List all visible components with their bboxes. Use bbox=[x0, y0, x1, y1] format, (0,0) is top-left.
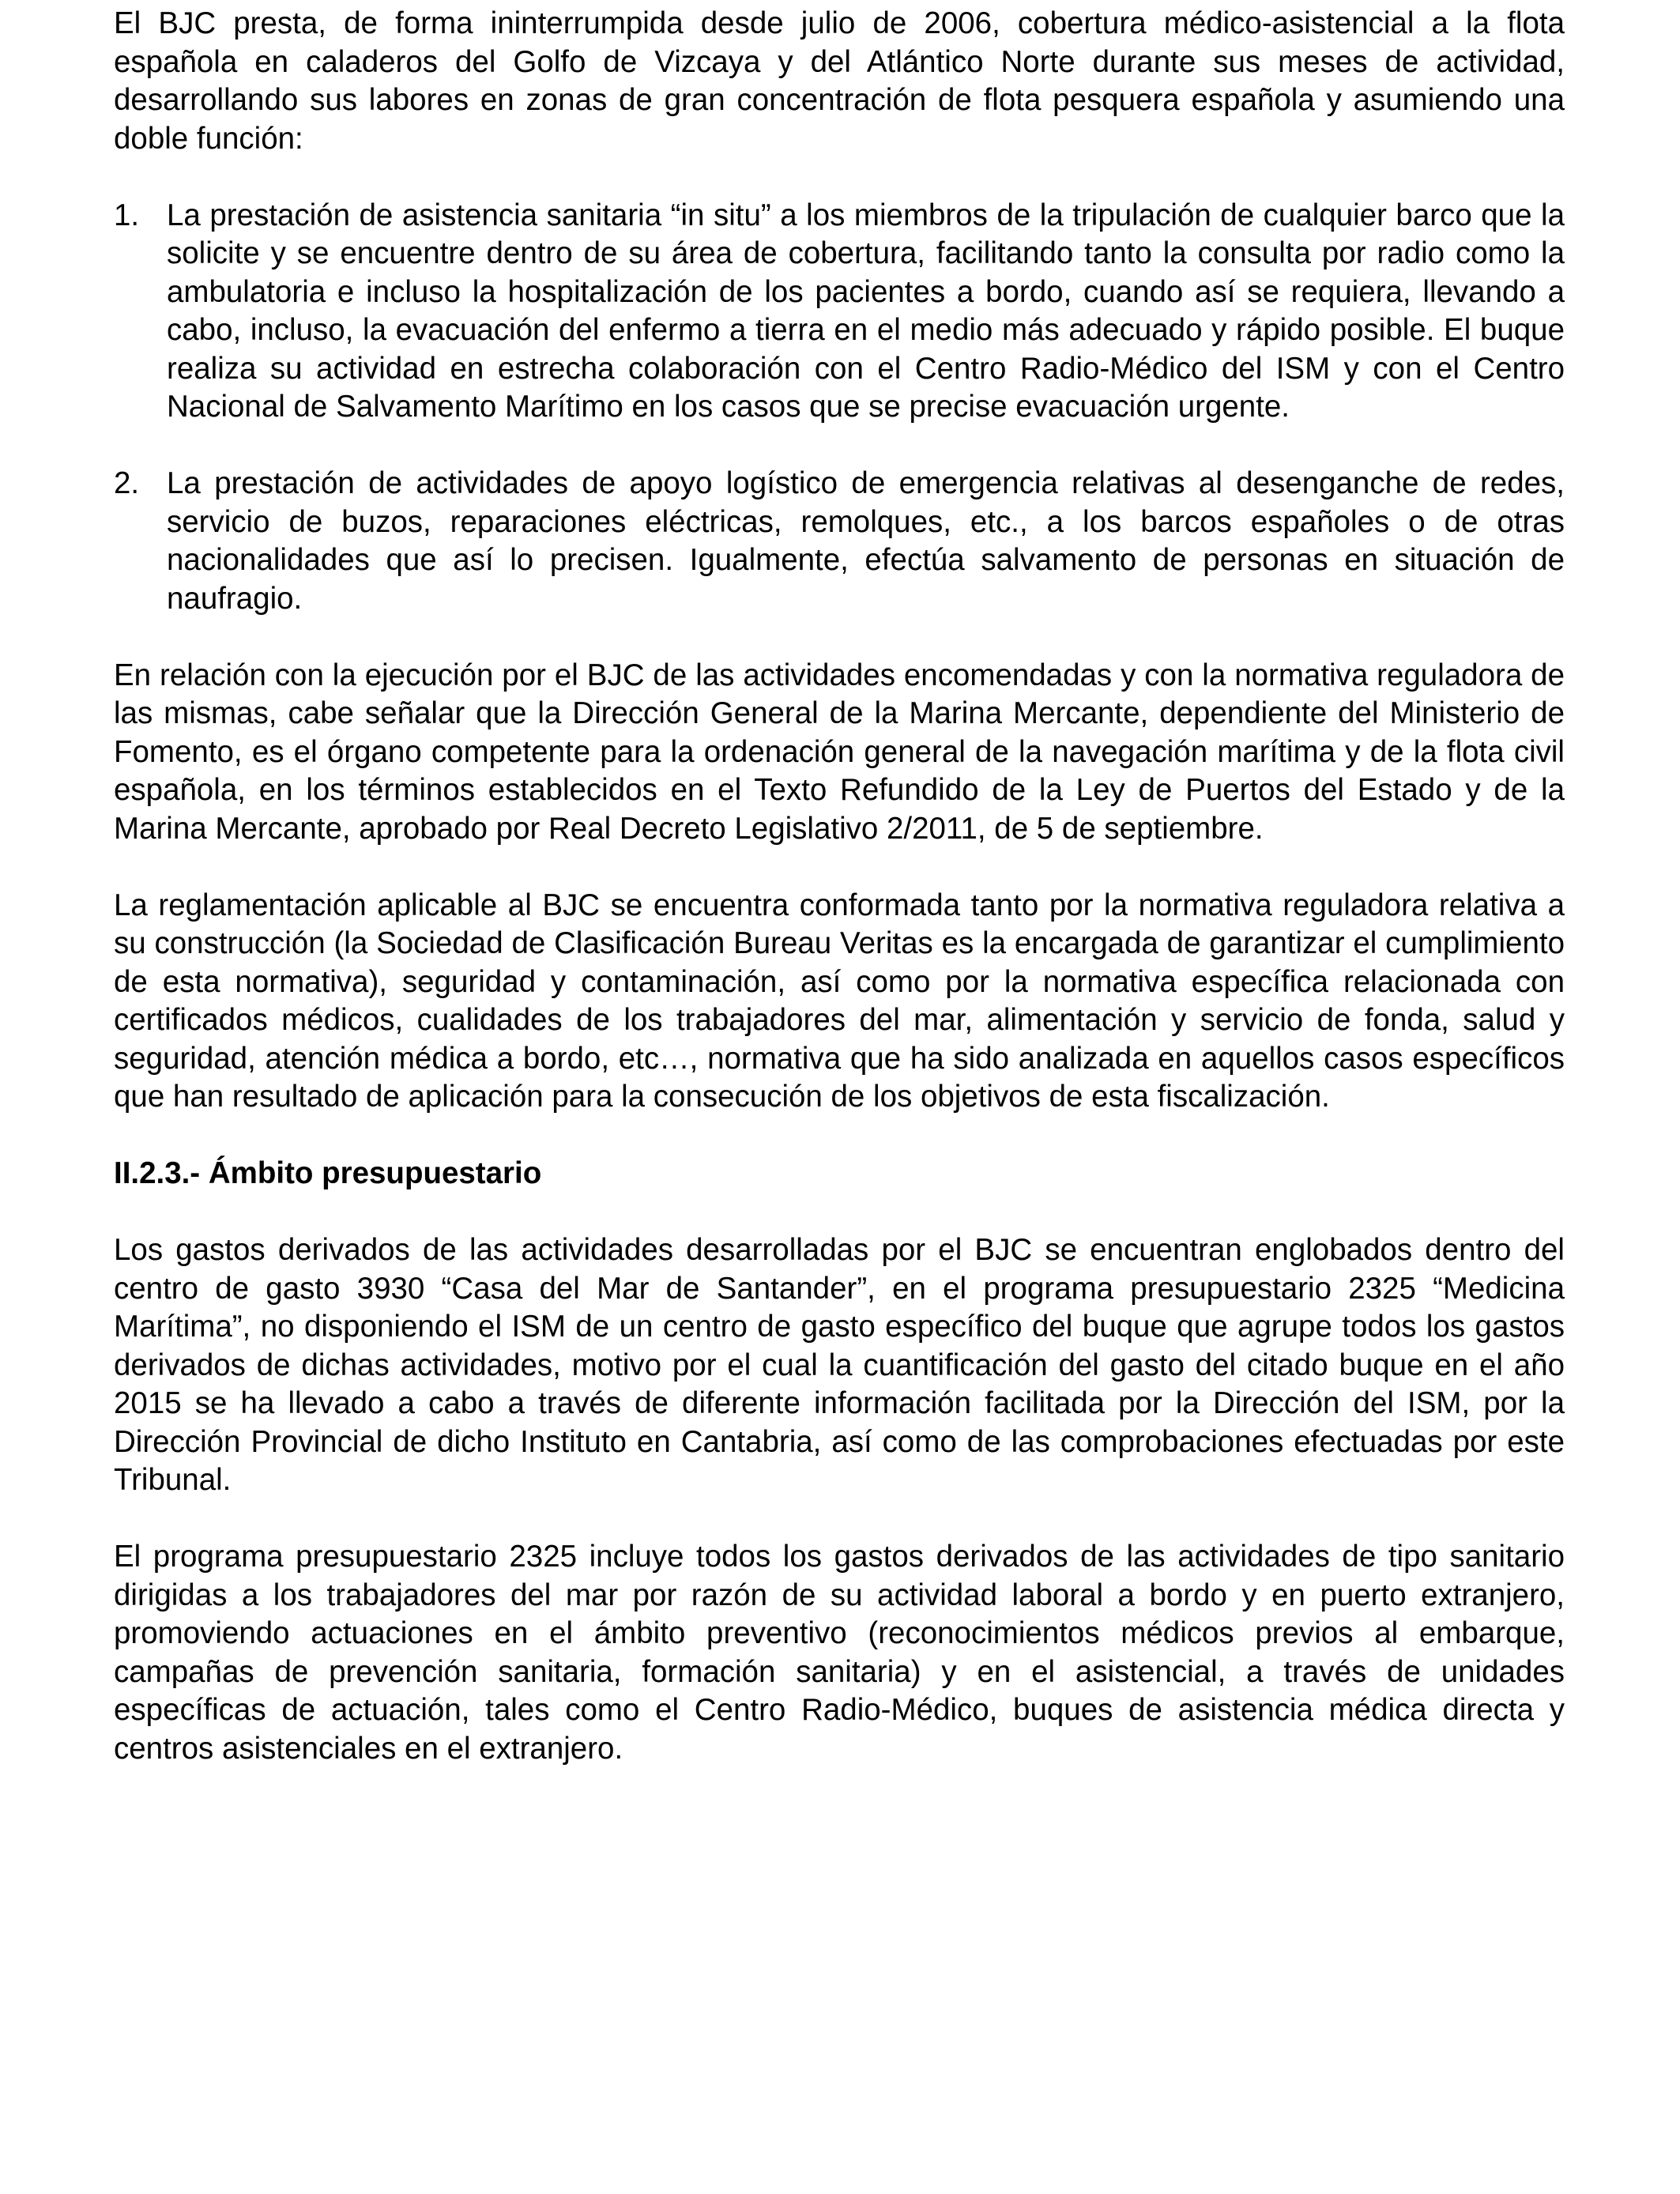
list-item-text: La prestación de asistencia sanitaria “in situ” a los miembros de la tripulación de cualquier barco que la solicite y se encuentre dentro de su área de cobertura, facilitando tanto la consulta por radio como la ambulatoria e incluso la hospitalización de los pacientes a bordo, cuando así se requiera, llevando a cabo, incluso, la evacuación del enfermo a tierra en el medio más adecuado y rápido posible. El buque realiza su actividad en estrecha colaboración con el Centro Radio-Médico del ISM y con el Centro Nacional de Salvamento Marítimo en los casos que se precise evacuación urgente. bbox=[167, 198, 1565, 424]
programa-paragraph: El programa presupuestario 2325 incluye todos los gastos derivados de las actividades de tipo sanitario dirigidas a los trabajadores del mar por razón de su actividad laboral a bordo y en puerto extranjero, promoviendo actuaciones en el ámbito preventivo (reconocimientos médicos previos al embarque, campañas de prevención sanitaria, formación sanitaria) y en el asistencial, a través de unidades específicas de actuación, tales como el Centro Radio-Médico, buques de asistencia médica directa y centros asistenciales en el extranjero. bbox=[114, 1540, 1565, 1766]
list-item-number: 2. bbox=[114, 466, 140, 500]
section-heading: II.2.3.- Ámbito presupuestario bbox=[114, 1156, 542, 1190]
functions-list bbox=[114, 197, 1565, 619]
reglamentacion-paragraph: La reglamentación aplicable al BJC se encuentra conformada tanto por la normativa reguladora relativa a su construcción (la Sociedad de Clasificación Bureau Veritas es la encargada de garantizar el cumplimiento de esta normativa), seguridad y contaminación, así como por la normativa específica relacionada con certificados médicos, cualidades de los trabajadores del mar, alimentación y servicio de fonda, salud y seguridad, atención médica a bordo, etc…, normativa que ha sido analizada en aquellos casos específicos que han resultado de aplicación para la consecución de los objetivos de esta fiscalización. bbox=[114, 888, 1565, 1114]
list-item-number: 1. bbox=[114, 198, 140, 232]
list-item-text: La prestación de actividades de apoyo logístico de emergencia relativas al desenganche de redes, servicio de buzos, reparaciones eléctricas, remolques, etc., a los barcos españoles o de otras nacionalidades que así lo precisen. Igualmente, efectúa salvamento de personas en situación de naufragio. bbox=[167, 466, 1565, 616]
document-page bbox=[114, 5, 1565, 1807]
list-item bbox=[114, 465, 1565, 618]
gastos-paragraph: Los gastos derivados de las actividades desarrolladas por el BJC se encuentran englobados dentro del centro de gasto 3930 “Casa del Mar de Santander”, en el programa presupuestario 2325 “Medicina Marítima”, no disponiendo el ISM de un centro de gasto específico del buque que agrupe todos los gastos derivados de dichas actividades, motivo por el cual la cuantificación del gasto del citado buque en el año 2015 se ha llevado a cabo a través de diferente información facilitada por la Dirección del ISM, por la Dirección Provincial de dicho Instituto en Cantabria, así como de las comprobaciones efectuadas por este Tribunal. bbox=[114, 1233, 1565, 1497]
normativa-paragraph: En relación con la ejecución por el BJC de las actividades encomendadas y con la normativa reguladora de las mismas, cabe señalar que la Dirección General de la Marina Mercante, dependiente del Ministerio de Fomento, es el órgano competente para la ordenación general de la navegación marítima y de la flota civil española, en los términos establecidos en el Texto Refundido de la Ley de Puertos del Estado y de la Marina Mercante, aprobado por Real Decreto Legislativo 2/2011, de 5 de septiembre. bbox=[114, 658, 1565, 846]
list-item bbox=[114, 197, 1565, 427]
intro-paragraph: El BJC presta, de forma ininterrumpida desde julio de 2006, cobertura médico-asistencial a la flota española en caladeros del Golfo de Vizcaya y del Atlántico Norte durante sus meses de actividad, desarrollando sus labores en zonas de gran concentración de flota pesquera española y asumiendo una doble función: bbox=[114, 6, 1565, 156]
